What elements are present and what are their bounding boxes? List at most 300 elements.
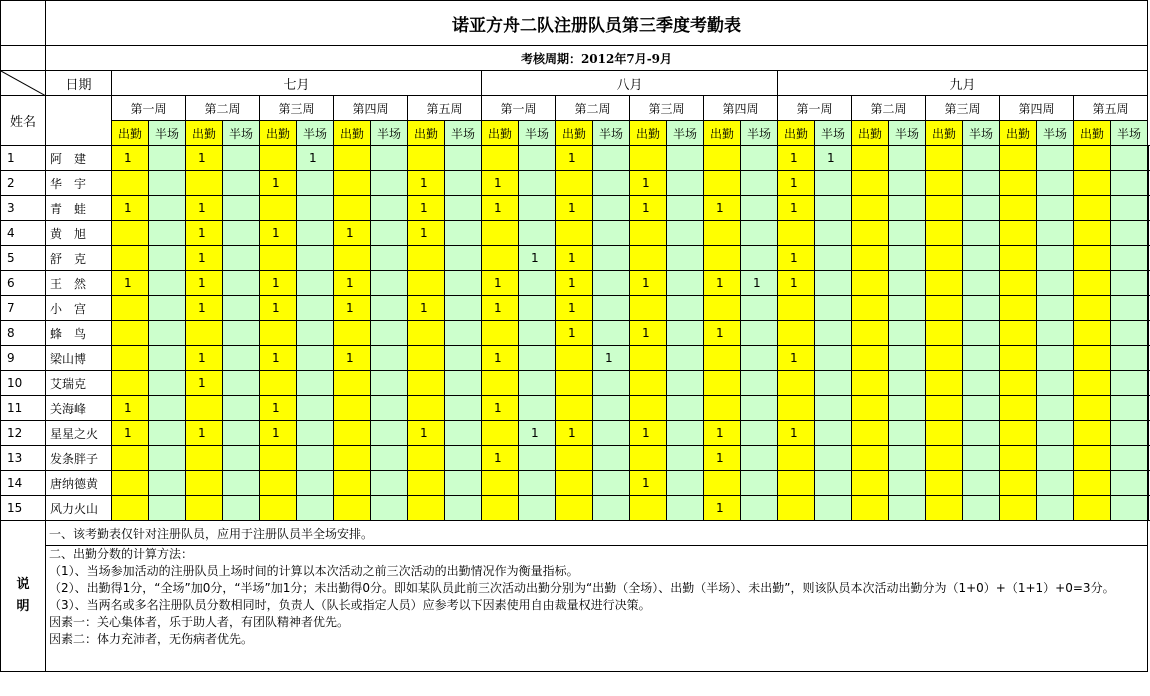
attend-cell[interactable] [630,496,667,521]
attend-cell[interactable] [186,321,223,346]
half-cell[interactable] [297,421,334,446]
half-cell[interactable] [1148,321,1149,346]
attend-cell[interactable]: 1 [112,421,149,446]
half-cell[interactable] [667,346,704,371]
attend-cell[interactable]: 1 [704,421,741,446]
attend-cell[interactable] [260,196,297,221]
attend-cell[interactable] [1000,446,1037,471]
half-cell[interactable] [1037,196,1074,221]
half-cell[interactable] [1148,171,1149,196]
attend-cell[interactable] [926,371,963,396]
half-cell[interactable] [667,471,704,496]
attend-cell[interactable] [482,371,519,396]
half-cell[interactable] [889,296,926,321]
half-cell[interactable] [223,146,260,171]
half-cell[interactable] [1111,471,1148,496]
half-cell[interactable] [371,396,408,421]
attend-cell[interactable] [1000,496,1037,521]
half-cell[interactable]: 1 [741,271,778,296]
attend-cell[interactable]: 1 [260,396,297,421]
attend-cell[interactable]: 1 [186,371,223,396]
attend-cell[interactable] [704,396,741,421]
half-cell[interactable] [297,271,334,296]
attend-cell[interactable]: 1 [186,246,223,271]
attend-cell[interactable] [482,471,519,496]
attend-cell[interactable] [778,471,815,496]
attend-cell[interactable] [334,396,371,421]
half-cell[interactable] [741,146,778,171]
half-cell[interactable] [741,196,778,221]
half-cell[interactable]: 1 [815,146,852,171]
half-cell[interactable] [667,396,704,421]
half-cell[interactable] [371,221,408,246]
half-cell[interactable] [519,296,556,321]
half-cell[interactable] [149,421,186,446]
half-cell[interactable] [667,496,704,521]
half-cell[interactable] [889,446,926,471]
attend-cell[interactable] [1000,346,1037,371]
half-cell[interactable] [963,321,1000,346]
attend-cell[interactable] [482,321,519,346]
attend-cell[interactable] [778,371,815,396]
half-cell[interactable] [445,171,482,196]
attend-cell[interactable]: 1 [704,496,741,521]
attend-cell[interactable] [704,171,741,196]
half-cell[interactable] [667,321,704,346]
attend-cell[interactable] [852,296,889,321]
attend-cell[interactable] [186,171,223,196]
attend-cell[interactable]: 1 [704,271,741,296]
half-cell[interactable] [963,496,1000,521]
half-cell[interactable] [889,396,926,421]
half-cell[interactable] [593,271,630,296]
attend-cell[interactable] [852,396,889,421]
attend-cell[interactable] [112,221,149,246]
half-cell[interactable] [815,271,852,296]
half-cell[interactable] [889,221,926,246]
attend-cell[interactable]: 1 [778,171,815,196]
half-cell[interactable] [593,371,630,396]
half-cell[interactable] [815,321,852,346]
attend-cell[interactable]: 1 [112,271,149,296]
attend-cell[interactable] [704,471,741,496]
attend-cell[interactable] [260,496,297,521]
attend-cell[interactable] [334,421,371,446]
half-cell[interactable] [889,346,926,371]
attend-cell[interactable] [778,396,815,421]
half-cell[interactable] [519,346,556,371]
attend-cell[interactable] [778,446,815,471]
attend-cell[interactable]: 1 [556,196,593,221]
attend-cell[interactable]: 1 [260,221,297,246]
half-cell[interactable] [1111,171,1148,196]
half-cell[interactable] [149,446,186,471]
attend-cell[interactable]: 1 [778,196,815,221]
half-cell[interactable] [1037,346,1074,371]
half-cell[interactable] [149,396,186,421]
attend-cell[interactable] [926,421,963,446]
half-cell[interactable] [1148,446,1149,471]
half-cell[interactable] [667,446,704,471]
attend-cell[interactable]: 1 [630,471,667,496]
attend-cell[interactable] [260,146,297,171]
half-cell[interactable] [1037,421,1074,446]
attend-cell[interactable]: 1 [408,221,445,246]
attend-cell[interactable] [1000,321,1037,346]
half-cell[interactable] [593,496,630,521]
half-cell[interactable] [371,371,408,396]
attend-cell[interactable] [852,146,889,171]
attend-cell[interactable] [334,371,371,396]
attend-cell[interactable] [556,496,593,521]
half-cell[interactable] [741,396,778,421]
half-cell[interactable] [149,346,186,371]
attend-cell[interactable] [852,271,889,296]
half-cell[interactable] [519,321,556,346]
half-cell[interactable] [519,396,556,421]
half-cell[interactable] [1148,371,1149,396]
attend-cell[interactable]: 1 [482,446,519,471]
attend-cell[interactable] [186,471,223,496]
attend-cell[interactable] [1074,396,1111,421]
attend-cell[interactable] [852,446,889,471]
attend-cell[interactable] [630,346,667,371]
attend-cell[interactable] [926,396,963,421]
half-cell[interactable] [1037,471,1074,496]
attend-cell[interactable]: 1 [704,321,741,346]
attend-cell[interactable]: 1 [778,146,815,171]
half-cell[interactable] [445,371,482,396]
half-cell[interactable] [445,396,482,421]
half-cell[interactable] [667,371,704,396]
half-cell[interactable] [815,296,852,321]
half-cell[interactable] [1037,396,1074,421]
half-cell[interactable] [371,196,408,221]
attend-cell[interactable]: 1 [556,271,593,296]
attend-cell[interactable] [186,446,223,471]
half-cell[interactable] [889,246,926,271]
half-cell[interactable] [1111,396,1148,421]
half-cell[interactable] [519,171,556,196]
half-cell[interactable] [371,471,408,496]
attend-cell[interactable]: 1 [556,321,593,346]
attend-cell[interactable] [926,346,963,371]
attend-cell[interactable] [852,321,889,346]
attend-cell[interactable]: 1 [482,196,519,221]
attend-cell[interactable] [334,196,371,221]
half-cell[interactable] [1111,371,1148,396]
attend-cell[interactable]: 1 [186,296,223,321]
half-cell[interactable] [223,271,260,296]
half-cell[interactable] [741,371,778,396]
attend-cell[interactable]: 1 [630,271,667,296]
attend-cell[interactable] [1074,196,1111,221]
attend-cell[interactable]: 1 [260,346,297,371]
attend-cell[interactable] [926,446,963,471]
half-cell[interactable] [519,221,556,246]
attend-cell[interactable]: 1 [408,421,445,446]
half-cell[interactable] [1037,296,1074,321]
attend-cell[interactable] [408,396,445,421]
attend-cell[interactable] [852,221,889,246]
half-cell[interactable] [963,246,1000,271]
half-cell[interactable] [149,146,186,171]
half-cell[interactable] [223,446,260,471]
half-cell[interactable] [371,346,408,371]
attend-cell[interactable] [112,246,149,271]
attend-cell[interactable] [1074,246,1111,271]
attend-cell[interactable] [1000,396,1037,421]
attend-cell[interactable] [260,371,297,396]
half-cell[interactable] [371,146,408,171]
attend-cell[interactable] [1000,196,1037,221]
half-cell[interactable] [445,471,482,496]
attend-cell[interactable] [1000,471,1037,496]
attend-cell[interactable]: 1 [556,146,593,171]
half-cell[interactable] [445,271,482,296]
attend-cell[interactable]: 1 [556,246,593,271]
half-cell[interactable] [445,221,482,246]
attend-cell[interactable] [1074,446,1111,471]
attend-cell[interactable]: 1 [186,346,223,371]
half-cell[interactable] [889,471,926,496]
half-cell[interactable] [963,296,1000,321]
attend-cell[interactable] [926,271,963,296]
half-cell[interactable] [1111,321,1148,346]
half-cell[interactable] [667,196,704,221]
attend-cell[interactable]: 1 [778,346,815,371]
attend-cell[interactable] [112,371,149,396]
half-cell[interactable] [1037,246,1074,271]
half-cell[interactable] [1148,296,1149,321]
half-cell[interactable] [149,371,186,396]
half-cell[interactable] [889,171,926,196]
attend-cell[interactable] [556,471,593,496]
attend-cell[interactable]: 1 [482,171,519,196]
attend-cell[interactable] [482,421,519,446]
half-cell[interactable] [223,346,260,371]
attend-cell[interactable]: 1 [112,146,149,171]
attend-cell[interactable] [926,496,963,521]
attend-cell[interactable] [852,246,889,271]
half-cell[interactable] [667,146,704,171]
attend-cell[interactable] [1074,496,1111,521]
attend-cell[interactable] [1074,271,1111,296]
attend-cell[interactable]: 1 [260,296,297,321]
attend-cell[interactable] [482,146,519,171]
half-cell[interactable] [445,421,482,446]
half-cell[interactable] [371,171,408,196]
half-cell[interactable] [963,471,1000,496]
half-cell[interactable] [297,221,334,246]
attend-cell[interactable] [926,196,963,221]
attend-cell[interactable] [556,171,593,196]
attend-cell[interactable]: 1 [630,321,667,346]
attend-cell[interactable] [186,396,223,421]
half-cell[interactable] [1111,446,1148,471]
attend-cell[interactable] [408,246,445,271]
half-cell[interactable] [371,246,408,271]
half-cell[interactable] [519,446,556,471]
attend-cell[interactable] [1000,171,1037,196]
attend-cell[interactable] [112,346,149,371]
attend-cell[interactable] [112,171,149,196]
half-cell[interactable] [815,171,852,196]
attend-cell[interactable] [408,471,445,496]
attend-cell[interactable] [778,221,815,246]
half-cell[interactable] [445,446,482,471]
half-cell[interactable] [815,496,852,521]
attend-cell[interactable]: 1 [186,196,223,221]
half-cell[interactable] [741,221,778,246]
attend-cell[interactable] [852,196,889,221]
half-cell[interactable] [593,471,630,496]
attend-cell[interactable] [852,421,889,446]
attend-cell[interactable]: 1 [186,221,223,246]
attend-cell[interactable]: 1 [260,271,297,296]
attend-cell[interactable] [926,221,963,246]
attend-cell[interactable] [260,446,297,471]
attend-cell[interactable] [112,471,149,496]
half-cell[interactable] [1148,246,1149,271]
half-cell[interactable] [593,296,630,321]
attend-cell[interactable] [704,146,741,171]
attend-cell[interactable] [1074,421,1111,446]
attend-cell[interactable]: 1 [186,421,223,446]
attend-cell[interactable] [334,471,371,496]
half-cell[interactable] [445,246,482,271]
half-cell[interactable] [297,446,334,471]
attend-cell[interactable]: 1 [482,271,519,296]
attend-cell[interactable] [704,346,741,371]
attend-cell[interactable] [630,371,667,396]
attend-cell[interactable] [778,496,815,521]
attend-cell[interactable] [556,371,593,396]
half-cell[interactable] [815,396,852,421]
half-cell[interactable] [815,446,852,471]
half-cell[interactable] [297,296,334,321]
attend-cell[interactable] [112,496,149,521]
half-cell[interactable] [963,271,1000,296]
half-cell[interactable] [815,196,852,221]
half-cell[interactable] [889,421,926,446]
attend-cell[interactable] [1000,296,1037,321]
half-cell[interactable] [815,371,852,396]
half-cell[interactable] [593,221,630,246]
half-cell[interactable] [815,346,852,371]
half-cell[interactable] [1037,321,1074,346]
attend-cell[interactable] [1000,221,1037,246]
half-cell[interactable] [223,171,260,196]
attend-cell[interactable] [630,396,667,421]
half-cell[interactable] [1037,446,1074,471]
half-cell[interactable] [1037,371,1074,396]
half-cell[interactable] [297,321,334,346]
attend-cell[interactable] [334,171,371,196]
attend-cell[interactable]: 1 [260,171,297,196]
attend-cell[interactable] [556,221,593,246]
half-cell[interactable] [1148,496,1149,521]
half-cell[interactable] [149,321,186,346]
attend-cell[interactable] [704,246,741,271]
attend-cell[interactable] [630,296,667,321]
half-cell[interactable] [1037,146,1074,171]
attend-cell[interactable] [1074,321,1111,346]
half-cell[interactable] [1111,221,1148,246]
half-cell[interactable] [445,146,482,171]
attend-cell[interactable] [704,221,741,246]
attend-cell[interactable] [112,446,149,471]
attend-cell[interactable] [926,146,963,171]
half-cell[interactable]: 1 [297,146,334,171]
half-cell[interactable] [445,296,482,321]
half-cell[interactable] [1148,396,1149,421]
half-cell[interactable] [371,296,408,321]
half-cell[interactable] [1111,496,1148,521]
half-cell[interactable] [667,221,704,246]
half-cell[interactable] [889,271,926,296]
attend-cell[interactable]: 1 [334,221,371,246]
half-cell[interactable] [519,496,556,521]
half-cell[interactable] [297,196,334,221]
half-cell[interactable] [667,271,704,296]
attend-cell[interactable] [408,496,445,521]
half-cell[interactable] [371,321,408,346]
half-cell[interactable] [1111,196,1148,221]
half-cell[interactable] [149,496,186,521]
attend-cell[interactable]: 1 [630,196,667,221]
attend-cell[interactable] [778,321,815,346]
half-cell[interactable] [371,446,408,471]
half-cell[interactable] [963,146,1000,171]
half-cell[interactable] [223,296,260,321]
attend-cell[interactable]: 1 [630,421,667,446]
attend-cell[interactable]: 1 [186,146,223,171]
attend-cell[interactable]: 1 [408,296,445,321]
half-cell[interactable] [741,246,778,271]
half-cell[interactable] [223,496,260,521]
attend-cell[interactable]: 1 [334,296,371,321]
attend-cell[interactable] [1074,471,1111,496]
half-cell[interactable] [297,246,334,271]
half-cell[interactable] [741,171,778,196]
attend-cell[interactable]: 1 [334,346,371,371]
attend-cell[interactable] [1074,371,1111,396]
half-cell[interactable] [149,271,186,296]
attend-cell[interactable] [112,296,149,321]
half-cell[interactable] [297,396,334,421]
half-cell[interactable] [149,296,186,321]
attend-cell[interactable] [630,146,667,171]
half-cell[interactable]: 1 [519,421,556,446]
half-cell[interactable] [889,371,926,396]
half-cell[interactable] [593,171,630,196]
half-cell[interactable] [593,146,630,171]
half-cell[interactable] [667,296,704,321]
half-cell[interactable] [741,471,778,496]
attend-cell[interactable]: 1 [408,196,445,221]
half-cell[interactable] [371,421,408,446]
half-cell[interactable] [445,496,482,521]
attend-cell[interactable] [926,321,963,346]
attend-cell[interactable] [112,321,149,346]
attend-cell[interactable] [926,296,963,321]
attend-cell[interactable]: 1 [778,271,815,296]
attend-cell[interactable]: 1 [112,196,149,221]
attend-cell[interactable]: 1 [482,346,519,371]
attend-cell[interactable] [778,296,815,321]
attend-cell[interactable] [1000,146,1037,171]
